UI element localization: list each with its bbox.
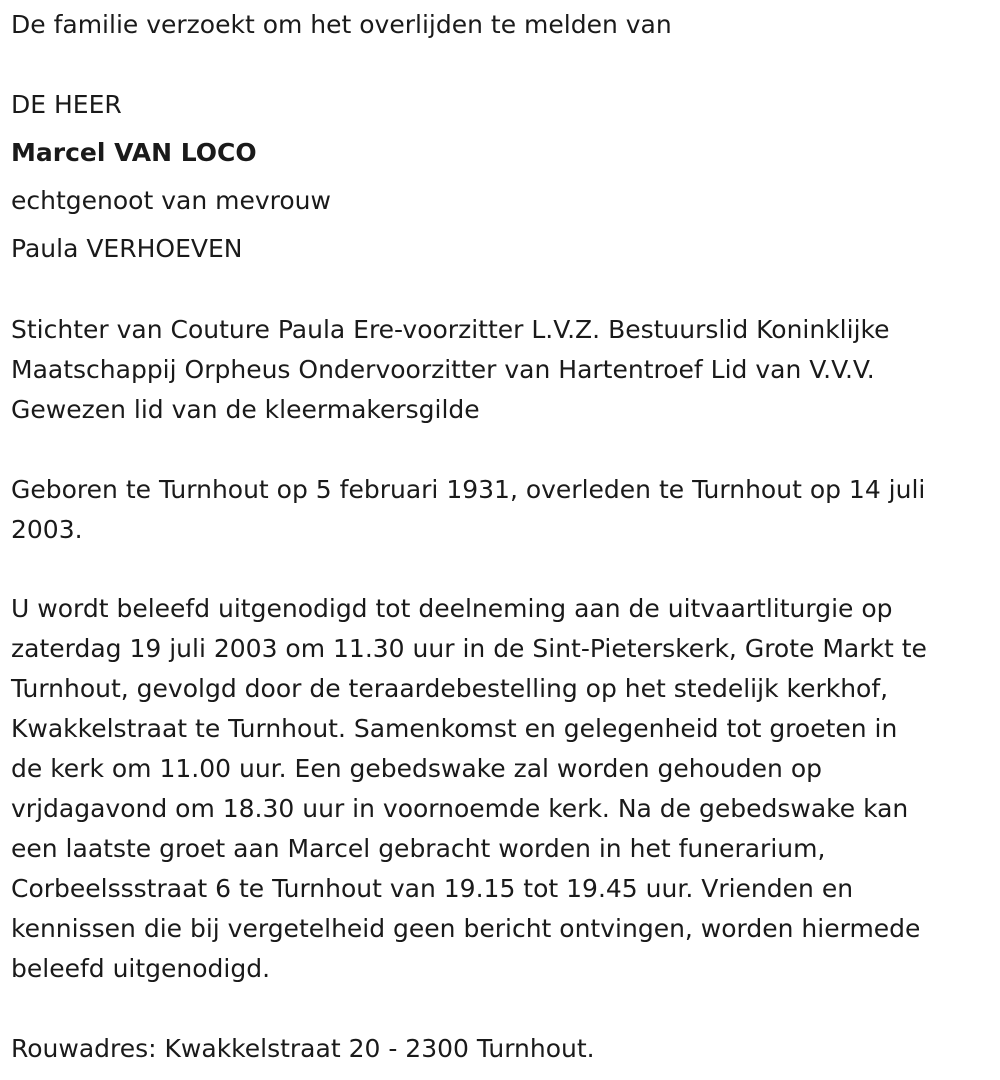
ceremony-line: de kerk om 11.00 uur. Een gebedswake zal worden gehouden op: [11, 754, 822, 783]
intro-text: De familie verzoekt om het overlijden te melden van: [11, 10, 672, 39]
ceremony-line: Kwakkelstraat te Turnhout. Samenkomst en gelegenheid tot groeten in: [11, 714, 898, 743]
birth-death-line: 2003.: [11, 515, 83, 544]
titles-paragraph: [11, 310, 989, 430]
deceased-name: Marcel VAN LOCO: [11, 138, 257, 167]
ceremony-line: kennissen die bij vergetelheid geen bericht ontvingen, worden hiermede: [11, 914, 921, 943]
birth-death-line: Geboren te Turnhout op 5 februari 1931, overleden te Turnhout op 14 juli: [11, 475, 926, 504]
ceremony-line: Corbeelssstraat 6 te Turnhout van 19.15 tot 19.45 uur. Vrienden en: [11, 874, 854, 903]
titles-line: Gewezen lid van de kleermakersgilde: [11, 395, 480, 424]
ceremony-line: vrjdagavond om 18.30 uur in voornoemde kerk. Na de gebedswake kan: [11, 794, 909, 823]
spouse-prefix: echtgenoot van mevrouw: [11, 186, 331, 215]
spouse-name: Paula VERHOEVEN: [11, 234, 243, 263]
titles-line: Maatschappij Orpheus Ondervoorzitter van Hartentroef Lid van V.V.V.: [11, 355, 875, 384]
death-notice: [11, 0, 989, 1080]
titles-line: Stichter van Couture Paula Ere-voorzitter L.V.Z. Bestuurslid Koninklijke: [11, 315, 890, 344]
ceremony-line: U wordt beleefd uitgenodigd tot deelneming aan de uitvaartliturgie op: [11, 594, 893, 623]
birth-death-paragraph: [11, 470, 989, 550]
ceremony-line: zaterdag 19 juli 2003 om 11.30 uur in de Sint-Pieterskerk, Grote Markt te: [11, 634, 927, 663]
salutation: DE HEER: [11, 90, 122, 119]
ceremony-paragraph: [11, 589, 989, 989]
ceremony-line: een laatste groet aan Marcel gebracht worden in het funerarium,: [11, 834, 826, 863]
mourning-address: Rouwadres: Kwakkelstraat 20 - 2300 Turnhout.: [11, 1034, 595, 1063]
ceremony-line: beleefd uitgenodigd.: [11, 954, 271, 983]
ceremony-line: Turnhout, gevolgd door de teraardebestelling op het stedelijk kerkhof,: [11, 674, 889, 703]
